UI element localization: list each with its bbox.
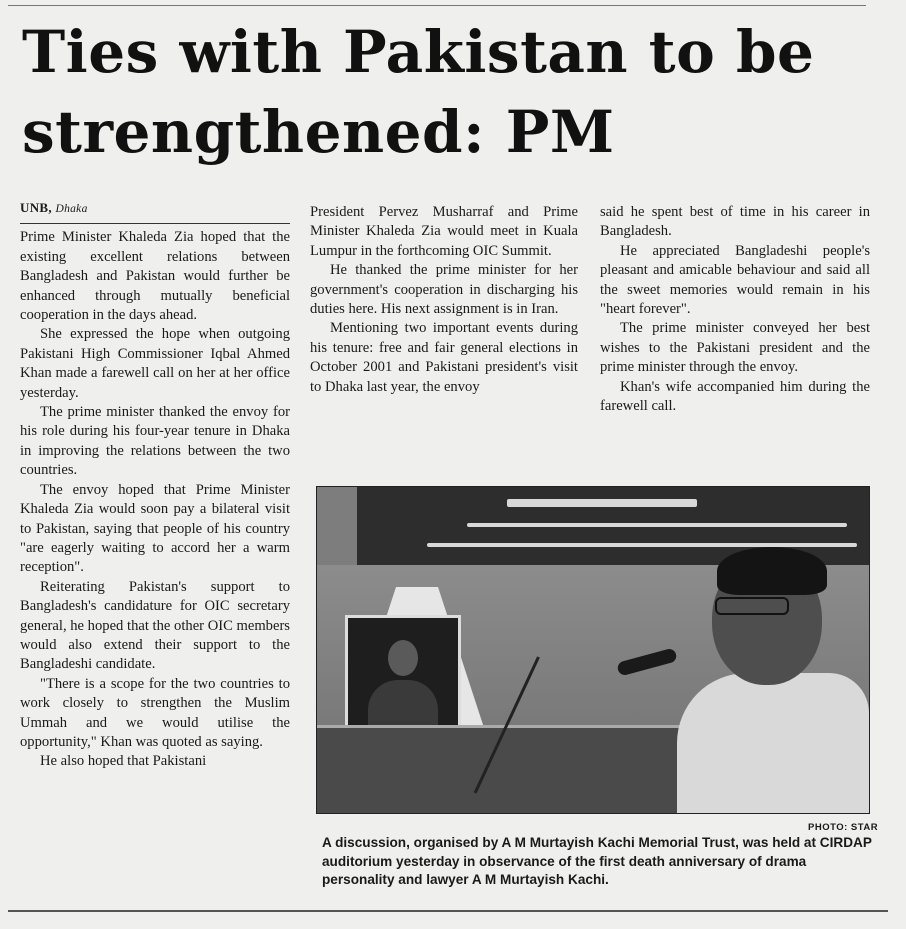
paragraph: said he spent best of time in his career in Bangladesh. <box>600 204 870 240</box>
paragraph: The prime minister thanked the envoy for his role during his four-year tenure in Dhaka in improving the relations between the two countries. <box>20 404 290 479</box>
top-rule <box>8 5 866 6</box>
byline-rule <box>20 223 290 224</box>
paragraph: He appreciated Bangladeshi people's pleasant and amicable behaviour and said all the sweet memories would remain in his "heart forever". <box>600 242 870 318</box>
podium <box>317 725 737 814</box>
bottom-rule <box>8 910 888 912</box>
article-column-2 <box>310 203 578 397</box>
photo-caption: A discussion, organised by A M Murtayish Kachi Memorial Trust, was held at CIRDAP auditorium yesterday in observance of the first death anniversary of drama personality and lawyer A M Murtayish Kachi. <box>322 835 872 888</box>
speaker-body <box>677 673 869 813</box>
paragraph: Mentioning two important events during his tenure: free and fair general elections in October 2001 and Pakistani president's visit to Dhaka last year, the envoy <box>310 320 578 395</box>
news-photo <box>316 486 870 814</box>
portrait-frame <box>345 615 461 731</box>
photo-credit: PHOTO: STAR <box>808 822 879 833</box>
byline-agency: UNB, <box>20 200 52 215</box>
paragraph: The prime minister conveyed her best wishes to the Pakistani president and the prime minister through the envoy. <box>600 320 870 376</box>
paragraph: Reiterating Pakistan's support to Bangladesh's candidature for OIC secretary general, he hoped that the other OIC members would also extend their support to the Bangladeshi candidate. <box>20 578 290 673</box>
paragraph: Khan's wife accompanied him during the farewell call. <box>600 378 870 415</box>
paragraph: "There is a scope for the two countries to work closely to strengthen the Muslim Ummah and we would utilise the opportunity," Khan was quoted as saying. <box>20 675 290 750</box>
paragraph: He also hoped that Pakistani <box>40 753 207 770</box>
paragraph: President Pervez Musharraf and Prime Minister Khaleda Zia would meet in Kuala Lumpur in the forthcoming OIC Summit. <box>310 204 578 259</box>
article-column-1 <box>20 198 290 772</box>
paragraph: The envoy hoped that Prime Minister Khaleda Zia would soon pay a bilateral visit to Pakistan, saying that people of his country "are eagerly waiting to accord her a warm reception". <box>20 481 290 576</box>
paragraph: Prime Minister Khaleda Zia hoped that the existing excellent relations between Bangladesh and Pakistan would further be enhanced through mutually beneficial cooperation in the days ahead. <box>20 229 290 324</box>
byline <box>20 198 290 219</box>
speaker-hair <box>717 547 827 595</box>
glasses <box>715 597 789 615</box>
article-column-3 <box>600 203 870 416</box>
headline: Ties with Pakistan to be strengthened: PM <box>22 18 815 166</box>
byline-place: Dhaka <box>55 203 88 215</box>
paragraph: She expressed the hope when outgoing Pakistani High Commissioner Iqbal Ahmed Khan made a farewell call on her at her office yesterday. <box>20 326 290 401</box>
paragraph: He thanked the prime minister for her government's cooperation in discharging his duties here. His next assignment is in Iran. <box>310 262 578 318</box>
